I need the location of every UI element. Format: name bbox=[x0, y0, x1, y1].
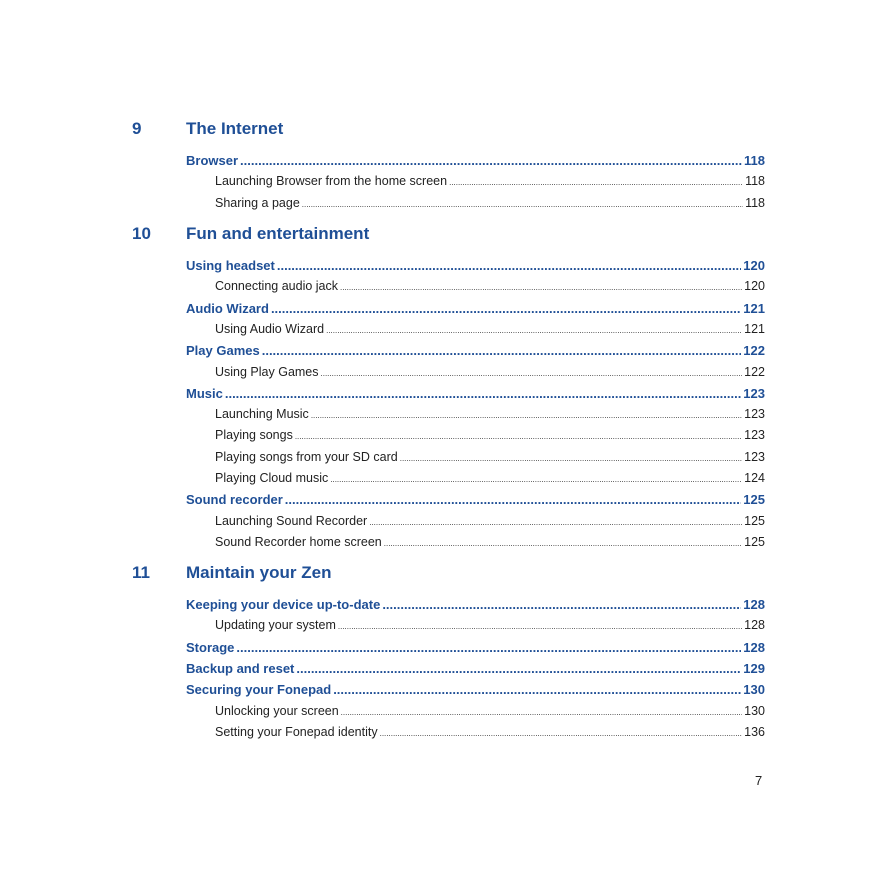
chapter-title: Maintain your Zen bbox=[186, 563, 332, 582]
dot-leader bbox=[340, 283, 742, 292]
toc-subsection-entry[interactable] bbox=[215, 428, 765, 442]
dot-leader bbox=[240, 153, 742, 168]
dot-leader bbox=[382, 597, 741, 612]
toc-entry-page: 130 bbox=[744, 703, 765, 718]
toc-subsection-entry[interactable] bbox=[215, 618, 765, 632]
chapter-number: 9 bbox=[132, 119, 142, 138]
dot-leader bbox=[330, 475, 742, 484]
toc-section-entry[interactable] bbox=[186, 597, 765, 612]
chapter-heading bbox=[0, 563, 869, 591]
toc-subsection-entry[interactable] bbox=[215, 279, 765, 293]
toc-entry-page: 128 bbox=[743, 639, 765, 655]
toc-entry-page: 128 bbox=[743, 597, 765, 612]
toc-subsection-entry[interactable] bbox=[215, 725, 765, 739]
toc-entry-page: 118 bbox=[745, 195, 765, 210]
dot-leader bbox=[449, 178, 743, 187]
dot-leader bbox=[341, 708, 742, 717]
toc-subsection-entry[interactable] bbox=[215, 471, 765, 485]
toc-entry-label: Securing your Fonepad bbox=[186, 682, 332, 698]
toc-section-entry[interactable] bbox=[186, 153, 765, 168]
toc-entry-label: Sound recorder bbox=[186, 492, 283, 508]
toc-subsection-entry[interactable] bbox=[215, 196, 765, 210]
toc-entry-label: Playing songs from your SD card bbox=[215, 449, 398, 464]
toc-entry-label: Backup and reset bbox=[186, 660, 295, 676]
toc-entry-page: 125 bbox=[744, 534, 765, 549]
chapter-11 bbox=[0, 563, 869, 591]
toc-entry-page: 118 bbox=[745, 174, 765, 189]
toc-entry-label: Using headset bbox=[186, 258, 275, 273]
toc-entry-label: Audio Wizard bbox=[186, 300, 269, 316]
dot-leader bbox=[285, 492, 742, 507]
toc-entry-page: 123 bbox=[744, 407, 765, 422]
chapter-heading bbox=[0, 224, 869, 252]
chapter-9 bbox=[0, 119, 869, 147]
dot-leader bbox=[262, 343, 742, 358]
toc-section-entry[interactable] bbox=[186, 682, 765, 697]
dot-leader bbox=[321, 369, 743, 378]
dot-leader bbox=[380, 729, 743, 738]
toc-entry-label: Launching Browser from the home screen bbox=[215, 174, 448, 189]
dot-leader bbox=[302, 200, 743, 209]
chapter-heading bbox=[0, 119, 869, 147]
dot-leader bbox=[384, 539, 742, 548]
toc-entry-label: Setting your Fonepad identity bbox=[215, 724, 378, 739]
toc-subsection-entry[interactable] bbox=[215, 365, 765, 379]
toc-entry-page: 125 bbox=[743, 492, 765, 508]
dot-leader bbox=[295, 432, 742, 441]
dot-leader bbox=[271, 301, 741, 316]
chapter-title: The Internet bbox=[186, 119, 284, 138]
chapter-number: 11 bbox=[132, 563, 150, 582]
toc-entry-label: Play Games bbox=[186, 343, 260, 359]
toc-entry-label: Unlocking your screen bbox=[215, 703, 339, 718]
toc-subsection-entry[interactable] bbox=[215, 514, 765, 528]
toc-entry-page: 121 bbox=[743, 300, 765, 316]
dot-leader bbox=[400, 454, 742, 463]
toc-entry-page: 120 bbox=[743, 258, 765, 273]
toc-entry-label: Connecting audio jack bbox=[215, 279, 338, 294]
toc-entry-page: 123 bbox=[743, 385, 765, 401]
toc-entry-page: 118 bbox=[744, 153, 765, 168]
toc-entry-label: Launching Music bbox=[215, 407, 309, 422]
dot-leader bbox=[236, 640, 741, 655]
toc-entry-label: Launching Sound Recorder bbox=[215, 513, 368, 528]
toc-section-entry[interactable] bbox=[186, 492, 765, 507]
chapter-10 bbox=[0, 224, 869, 252]
dot-leader bbox=[277, 258, 741, 273]
toc-entry-label: Storage bbox=[186, 639, 235, 655]
dot-leader bbox=[333, 682, 741, 697]
toc-entry-page: 121 bbox=[744, 321, 765, 336]
toc-entry-label: Sharing a page bbox=[215, 195, 300, 210]
dot-leader bbox=[338, 622, 742, 631]
toc-entry-label: Playing Cloud music bbox=[215, 471, 329, 485]
toc-entry-label: Music bbox=[186, 385, 223, 401]
toc-section-entry[interactable] bbox=[186, 258, 765, 273]
toc-subsection-entry[interactable] bbox=[215, 704, 765, 718]
toc-section-entry[interactable] bbox=[186, 301, 765, 316]
toc-entry-page: 129 bbox=[743, 660, 765, 676]
page-number: 7 bbox=[755, 773, 763, 788]
toc-entry-label: Sound Recorder home screen bbox=[215, 534, 382, 549]
dot-leader bbox=[369, 518, 742, 527]
chapter-title: Fun and entertainment bbox=[186, 224, 370, 243]
toc-entry-page: 136 bbox=[744, 724, 765, 739]
toc-section-entry[interactable] bbox=[186, 386, 765, 401]
toc-entry-page: 128 bbox=[744, 618, 765, 633]
toc-entry-page: 130 bbox=[743, 682, 765, 698]
toc-entry-label: Keeping your device up-to-date bbox=[186, 597, 381, 612]
toc-subsection-entry[interactable] bbox=[215, 322, 765, 336]
toc-entry-page: 122 bbox=[744, 364, 765, 379]
toc-section-entry[interactable] bbox=[186, 661, 765, 676]
toc-entry-page: 123 bbox=[744, 428, 765, 443]
toc-entry-page: 123 bbox=[744, 449, 765, 464]
toc-subsection-entry[interactable] bbox=[215, 407, 765, 421]
toc-entry-page: 124 bbox=[744, 471, 765, 485]
dot-leader bbox=[326, 326, 742, 335]
toc-entry-label: Playing songs bbox=[215, 428, 293, 443]
chapter-number: 10 bbox=[132, 224, 151, 243]
toc-subsection-entry[interactable] bbox=[215, 535, 765, 549]
dot-leader bbox=[225, 386, 741, 401]
toc-entry-page: 120 bbox=[744, 279, 765, 294]
toc-entry-page: 125 bbox=[744, 513, 765, 528]
toc-subsection-entry[interactable] bbox=[215, 450, 765, 464]
toc-entry-page: 122 bbox=[743, 343, 765, 359]
toc-entry-label: Using Play Games bbox=[215, 364, 319, 379]
toc-section-entry[interactable] bbox=[186, 343, 765, 358]
toc-section-entry[interactable] bbox=[186, 640, 765, 655]
dot-leader bbox=[296, 661, 741, 676]
toc-entry-label: Browser bbox=[186, 153, 239, 168]
toc-subsection-entry[interactable] bbox=[215, 174, 765, 188]
dot-leader bbox=[311, 411, 742, 420]
toc-entry-label: Using Audio Wizard bbox=[215, 321, 325, 336]
toc-entry-label: Updating your system bbox=[215, 618, 336, 633]
